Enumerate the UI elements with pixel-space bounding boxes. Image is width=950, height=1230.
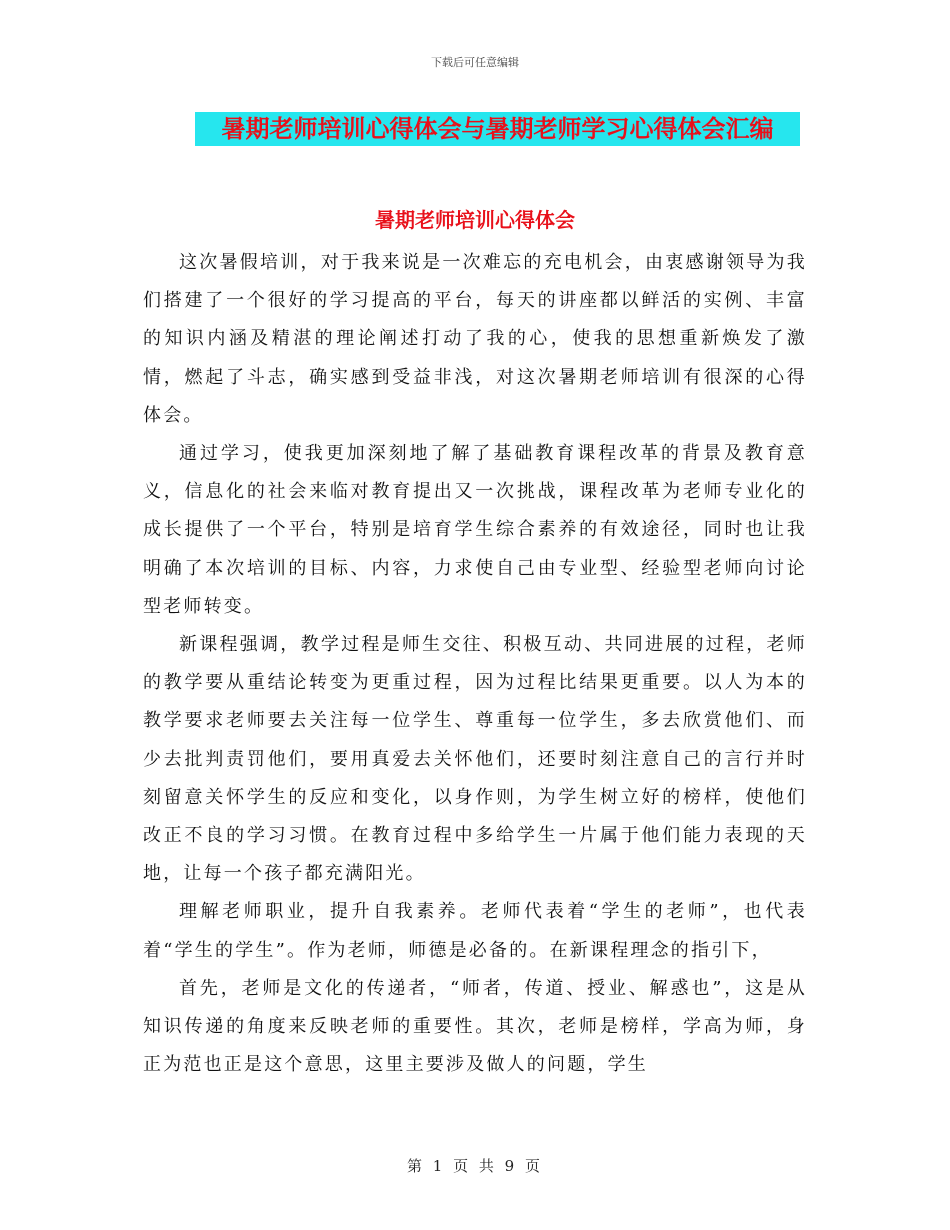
paragraph-1: 这次暑假培训，对于我来说是一次难忘的充电机会，由衷感谢领导为我们搭建了一个很好的学习提高的平台，每天的讲座都以鲜活的实例、丰富的知识内涵及精湛的理论阐述打动了我的心，使我的思想重新焕发了激情，燃起了斗志，确实感到受益非浅，对这次暑期老师培训有很深的心得体会。: [143, 252, 807, 426]
paragraph-4: 理解老师职业，提升自我素养。老师代表着“学生的老师”，也代表着“学生的学生”。作为老师，师德是必备的。在新课程理念的指引下，: [143, 901, 807, 961]
paragraph-3: 新课程强调，教学过程是师生交往、积极互动、共同进展的过程，老师的教学要从重结论转变为更重过程，因为过程比结果更重要。以人为本的教学要求老师要去关注每一位学生、尊重每一位学生，多去欣赏他们、而少去批判责罚他们，要用真爱去关怀他们，还要时刻注意自己的言行并时刻留意关怀学生的反应和变化，以身作则，为学生树立好的榜样，使他们改正不良的学习习惯。在教育过程中多给学生一片属于他们能力表现的天地，让每一个孩子都充满阳光。: [143, 634, 807, 885]
document-body: [143, 244, 807, 1084]
paragraph-2: 通过学习，使我更加深刻地了解了基础教育课程改革的背景及教育意义，信息化的社会来临对教育提出又一次挑战，课程改革为老师专业化的成长提供了一个平台，特别是培育学生综合素养的有效途径，同时也让我明确了本次培训的目标、内容，力求使自己由专业型、经验型老师向讨论型老师转变。: [143, 443, 807, 617]
page-indicator: 第 1 页 共 9 页: [407, 1157, 543, 1175]
paragraph-5: 首先，老师是文化的传递者，“师者，传道、授业、解惑也”，这是从知识传递的角度来反映老师的重要性。其次，老师是榜样，学高为师，身正为范也正是这个意思，这里主要涉及做人的问题，学生: [143, 977, 807, 1076]
document-title: 暑期老师培训心得体会与暑期老师学习心得体会汇编: [195, 112, 800, 146]
section-title: 暑期老师培训心得体会: [375, 208, 575, 232]
header-note: 下载后可任意编辑: [431, 56, 519, 69]
